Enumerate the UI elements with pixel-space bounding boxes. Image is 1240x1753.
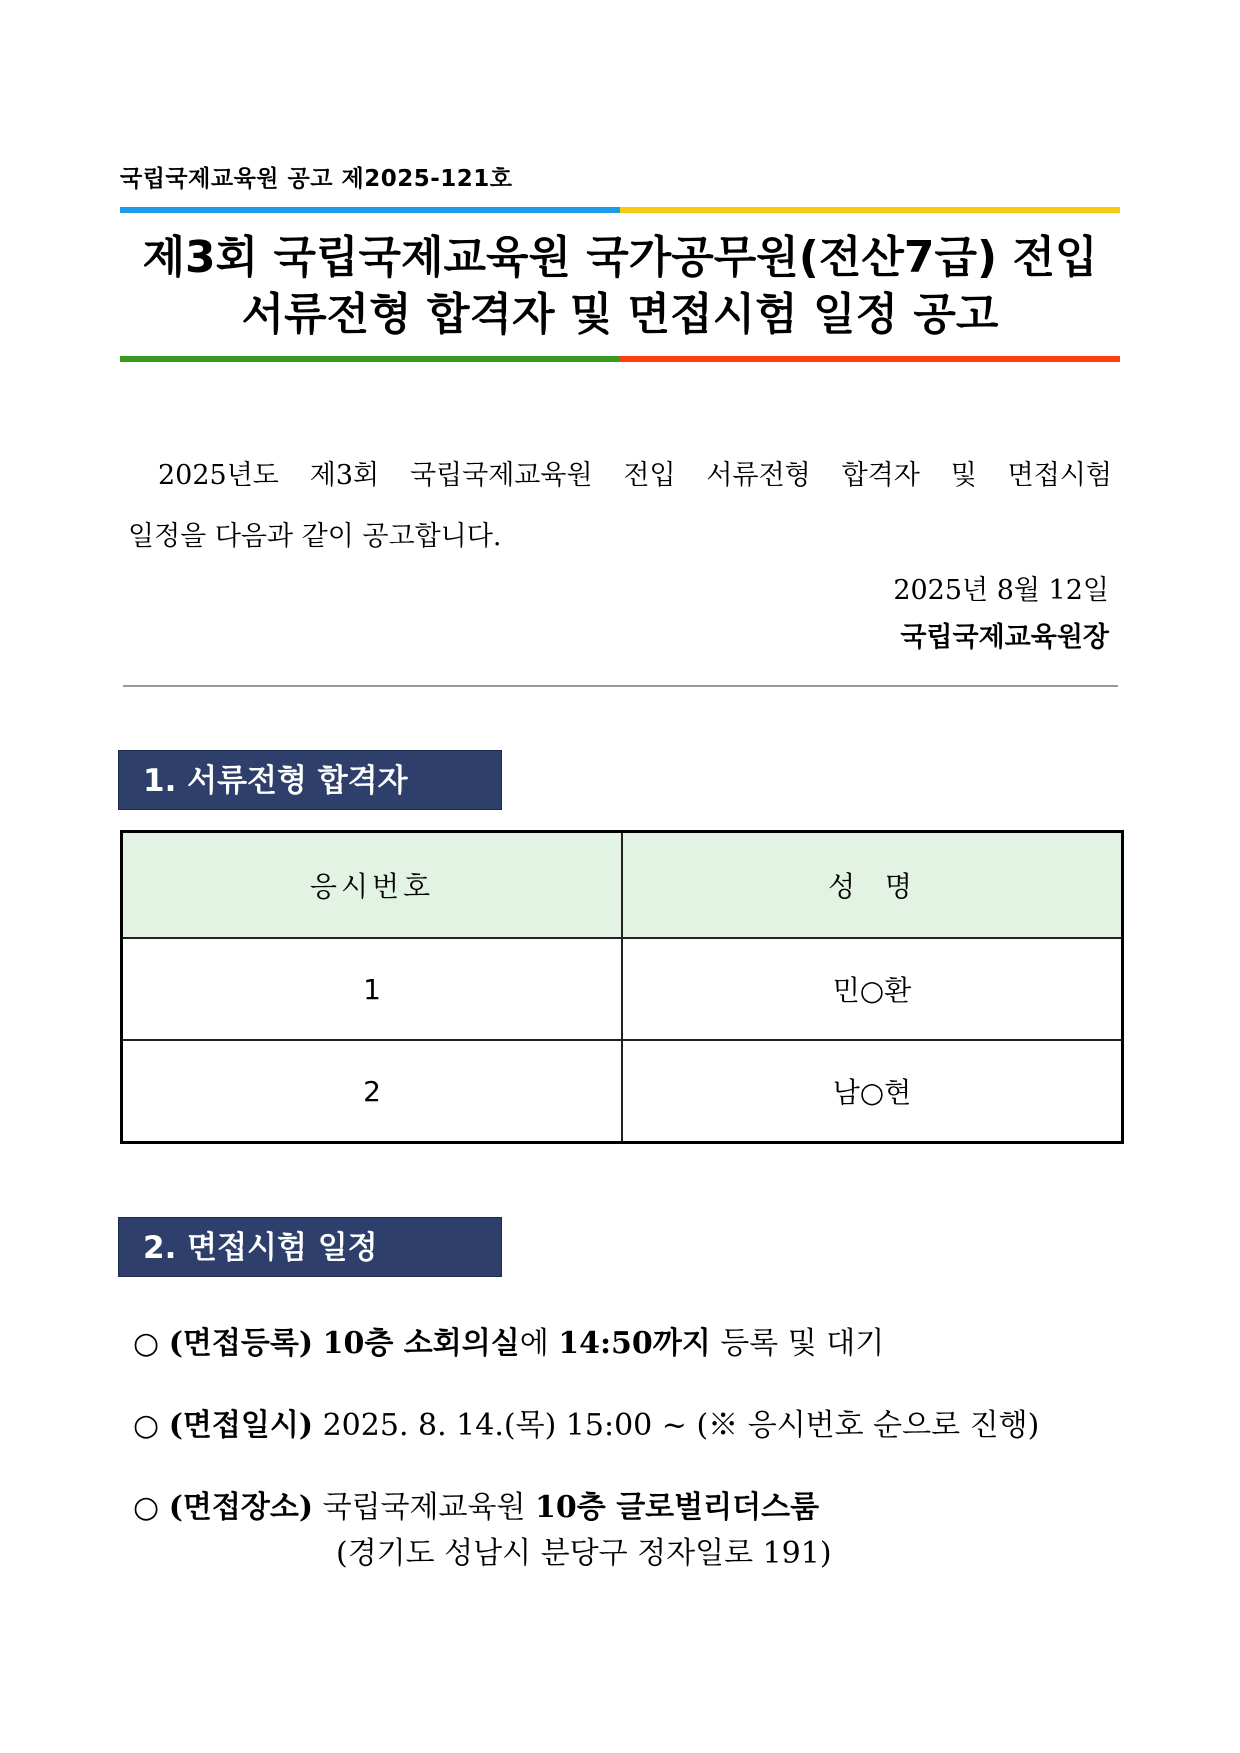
bullet-icon: ○ bbox=[133, 1326, 160, 1361]
header-name: 성 명 bbox=[622, 832, 1123, 939]
registration-time: 14:50까지 bbox=[558, 1326, 711, 1361]
header-exam-number: 응시번호 bbox=[122, 832, 623, 939]
registration-particle: 에 bbox=[519, 1326, 549, 1361]
bullet-icon: ○ bbox=[133, 1408, 160, 1443]
section2-heading: 2. 면접시험 일정 bbox=[118, 1217, 502, 1277]
location-address: (경기도 성남시 분당구 정자일로 191) bbox=[336, 1536, 832, 1571]
section1-heading: 1. 서류전형 합격자 bbox=[118, 750, 502, 810]
name-cell: 민○환 bbox=[622, 938, 1123, 1040]
title-top-bar-right bbox=[620, 207, 1120, 213]
document-title-line1: 제3회 국립국제교육원 국가공무원(전산7급) 전입 bbox=[142, 232, 1098, 283]
bullet-icon: ○ bbox=[133, 1490, 160, 1525]
table-header-row bbox=[122, 832, 1123, 939]
registration-place: 10층 소회의실 bbox=[322, 1326, 520, 1361]
passed-candidates-table bbox=[120, 830, 1124, 1144]
title-bottom-bar-right bbox=[620, 356, 1120, 362]
location-room: 10층 글로벌리더스룸 bbox=[535, 1490, 820, 1525]
location-label: (면접장소) bbox=[168, 1490, 314, 1525]
datetime-label: (면접일시) bbox=[168, 1408, 314, 1443]
signer: 국립국제교육원장 bbox=[900, 622, 1109, 653]
announcement-date: 2025년 8월 12일 bbox=[893, 575, 1109, 606]
title-top-bar-left bbox=[120, 207, 620, 213]
document-title-line2: 서류전형 합격자 및 면접시험 일정 공고 bbox=[241, 289, 999, 340]
datetime-item bbox=[133, 1400, 1039, 1444]
exam-number-cell: 1 bbox=[122, 938, 623, 1040]
registration-rest: 등록 및 대기 bbox=[720, 1326, 885, 1361]
name-cell: 남○현 bbox=[622, 1040, 1123, 1143]
intro-line1: 2025년도 제3회 국립국제교육원 전입 서류전형 합격자 및 면접시험 bbox=[158, 460, 1112, 491]
exam-number-cell: 2 bbox=[122, 1040, 623, 1143]
intro-line2: 일정을 다음과 같이 공고합니다. bbox=[128, 521, 502, 552]
location-item bbox=[133, 1482, 819, 1526]
registration-item bbox=[133, 1318, 884, 1362]
table-row bbox=[122, 938, 1123, 1040]
registration-label: (면접등록) bbox=[168, 1326, 314, 1361]
title-bottom-bar-left bbox=[120, 356, 620, 362]
datetime-text: 2025. 8. 14.(목) 15:00 ~ (※ 응시번호 순으로 진행) bbox=[322, 1408, 1040, 1443]
notice-number: 국립국제교육원 공고 제2025-121호 bbox=[120, 166, 513, 192]
divider bbox=[123, 685, 1118, 687]
location-org: 국립국제교육원 bbox=[322, 1490, 526, 1525]
table-row bbox=[122, 1040, 1123, 1143]
